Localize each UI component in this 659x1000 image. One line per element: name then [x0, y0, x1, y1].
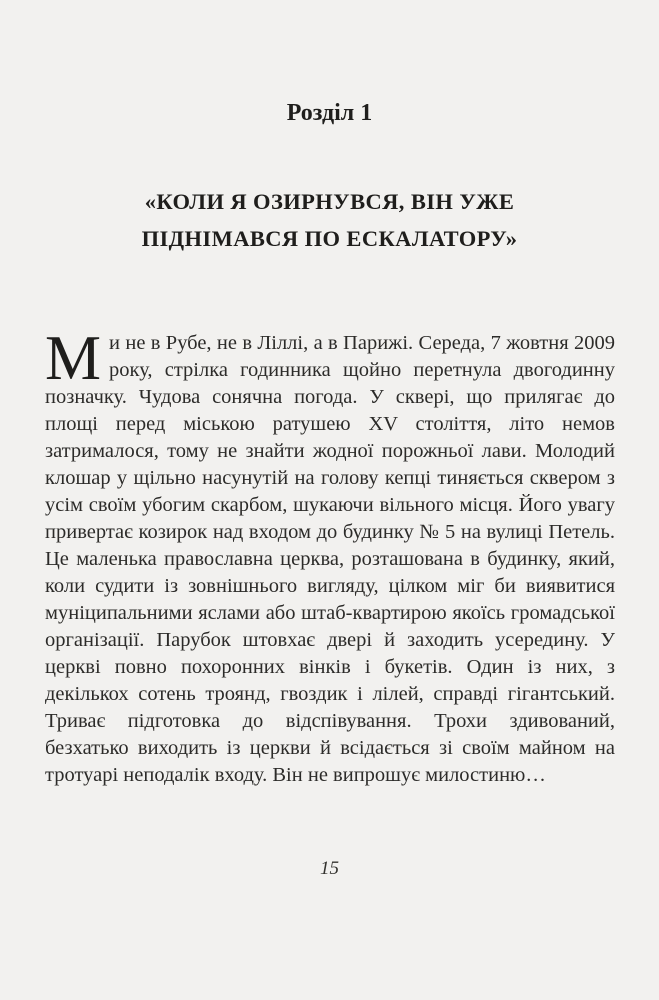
- paragraph-text: и не в Рубе, не в Ліллі, а в Парижі. Середа, 7 жовтня 2009 року, стрілка годинника щойно перетнула двогодинну позначку. Чудова сонячна погода. У сквері, що прилягає до площі перед міською ратушею XV століття, літо немов затрималося, тому не знайти жодної порожньої лави. Молодий клошар у щільно насунутій на голову кепці тиняється сквером з усім своїм убогим скарбом, шукаючи вільного місця. Його увагу привертає козирок над входом до будинку № 5 на вулиці Петель. Це маленька православна церква, розташована в будинку, який, коли судити із зовнішнього вигляду, цілком міг би виявитися муніципальними яслами або штаб-квартирою якоїсь громадської організації. Парубок штовхає двері й заходить усередину. У церкві повно похоронних вінків і букетів. Один із них, з декількох сотень троянд, гвоздик і лілей, справді гігантський. Триває підготовка до відспівування. Трохи здивований, безхатько виходить із церкви й всідається зі своїм майном на тротуарі неподалік входу. Він не випрошує милостиню…: [45, 332, 615, 786]
- chapter-title-line-1: «КОЛИ Я ОЗИРНУВСЯ, ВІН УЖЕ: [144, 189, 515, 214]
- body-paragraph: [45, 323, 615, 789]
- drop-cap: М: [45, 323, 102, 393]
- page-number: 15: [320, 858, 339, 879]
- chapter-number: Розділ 1: [286, 100, 373, 126]
- chapter-title: [0, 183, 659, 257]
- chapter-title-line-2: ПІДНІМАВСЯ ПО ЕСКАЛАТОРУ»: [141, 226, 518, 251]
